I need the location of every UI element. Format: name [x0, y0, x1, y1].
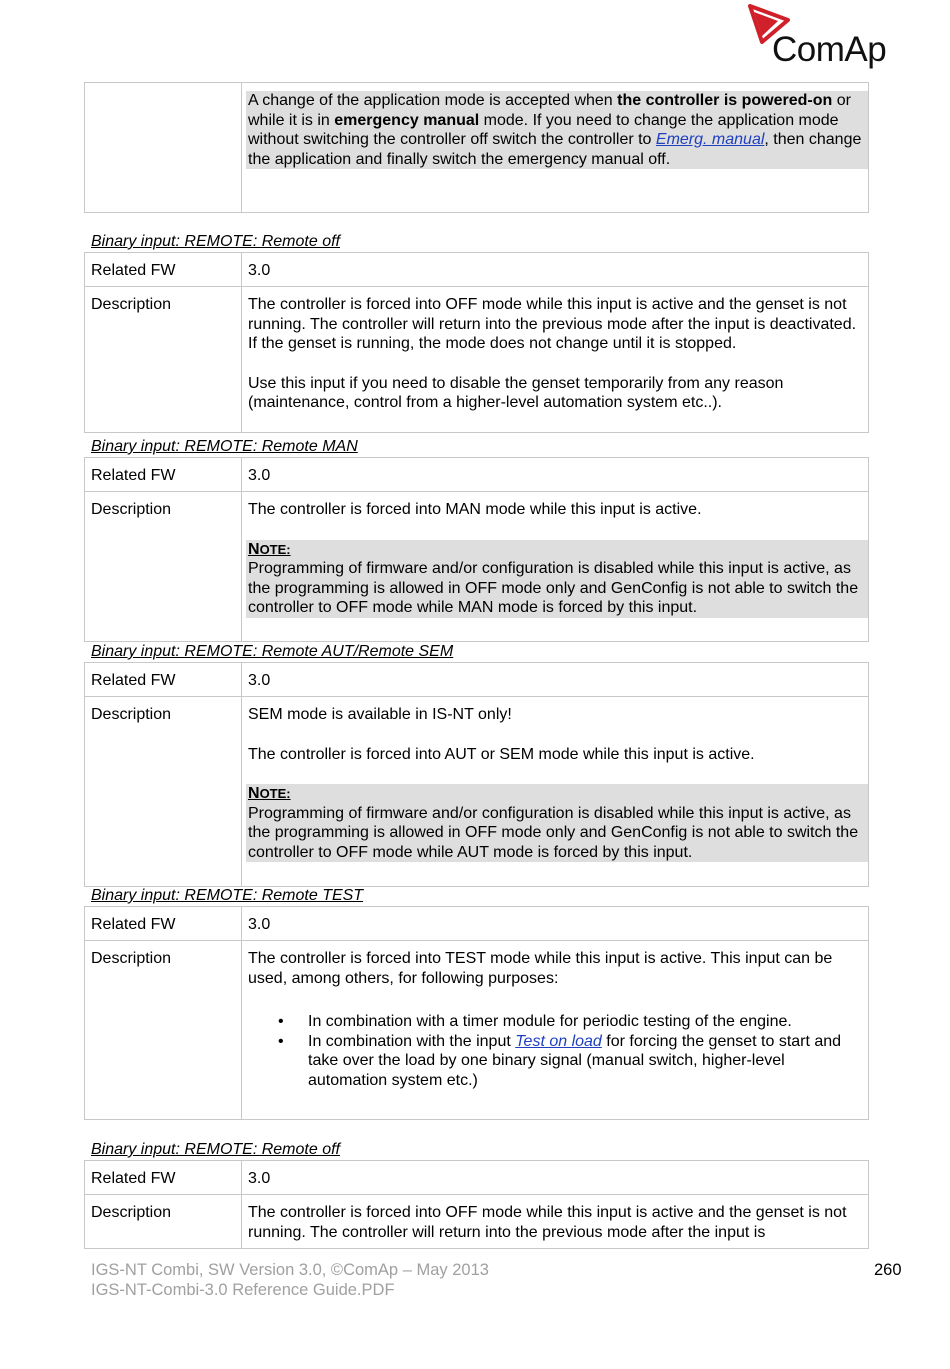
- description-cell: [242, 941, 869, 1120]
- related-fw-label: Related FW: [85, 253, 242, 287]
- description-cell: [242, 492, 869, 642]
- note-box: [246, 540, 868, 618]
- logo-wordmark: ComAp: [772, 30, 887, 69]
- param-table: [84, 906, 869, 1120]
- note-heading: NOTE:: [248, 785, 291, 802]
- description-cell: [242, 1195, 869, 1249]
- description-text: SEM mode is available in IS-NT only!: [248, 706, 512, 723]
- related-fw-value: 3.0: [242, 253, 869, 287]
- param-table: [84, 252, 869, 433]
- page-number: 260: [874, 1261, 902, 1279]
- related-fw-value: 3.0: [242, 663, 869, 697]
- list-item: • In combination with the input Test on load for forcing the genset to start and take over the load by one binary signal (manual switch, higher-level automation system etc.): [308, 1032, 864, 1091]
- list-item: • In combination with a timer module for periodic testing of the engine.: [308, 1012, 864, 1032]
- description-text: The controller is forced into TEST mode while this input is active. This input can be used, among others, for following purposes:: [248, 950, 833, 987]
- related-fw-label: Related FW: [85, 1161, 242, 1195]
- continuation-table: [84, 82, 869, 213]
- section-title[interactable]: Binary input: REMOTE: Remote TEST: [91, 887, 364, 904]
- purpose-list: [248, 1012, 864, 1090]
- section-title[interactable]: Binary input: REMOTE: Remote off: [91, 1141, 340, 1158]
- section-title[interactable]: Binary input: REMOTE: Remote MAN: [91, 438, 358, 455]
- description-label: Description: [85, 697, 242, 887]
- description-label: Description: [85, 492, 242, 642]
- section-title[interactable]: Binary input: REMOTE: Remote off: [91, 233, 340, 250]
- note-text: Programming of firmware and/or configuration is disabled while this input is active, as the programming is allowed in OFF mode only and GenConfig is not able to switch the controller to OFF mode while AUT mode is forced by this input.: [248, 804, 859, 861]
- description-cell: [242, 287, 869, 433]
- related-fw-value: 3.0: [242, 907, 869, 941]
- description-label: Description: [85, 287, 242, 433]
- related-fw-label: Related FW: [85, 907, 242, 941]
- emerg-manual-link[interactable]: Emerg. manual: [655, 131, 765, 148]
- note-text: Programming of firmware and/or configuration is disabled while this input is active, as the programming is allowed in OFF mode only and GenConfig is not able to switch the controller to OFF mode while MAN mode is forced by this input.: [248, 560, 859, 616]
- footer: [91, 1261, 489, 1300]
- description-text: The controller is forced into MAN mode while this input is active.: [248, 501, 702, 518]
- description-text: The controller is forced into AUT or SEM mode while this input is active.: [248, 745, 755, 763]
- related-fw-value: 3.0: [242, 458, 869, 492]
- description-label: Description: [85, 1195, 242, 1249]
- test-on-load-link[interactable]: Test on load: [515, 1032, 602, 1050]
- param-table: [84, 1160, 869, 1249]
- related-fw-value: 3.0: [242, 1161, 869, 1195]
- empty-label-cell: [85, 83, 242, 213]
- related-fw-label: Related FW: [85, 663, 242, 697]
- description-text: The controller is forced into OFF mode while this input is active and the genset is not running. The controller will return into the previous mode after the input is deactivated. If the genset is running, the mode does not change until it is stopped.: [248, 296, 857, 352]
- description-cell: [242, 83, 869, 213]
- related-fw-label: Related FW: [85, 458, 242, 492]
- param-table: [84, 457, 869, 642]
- note-box: [246, 784, 868, 862]
- section-title[interactable]: Binary input: REMOTE: Remote AUT/Remote SEM: [91, 643, 454, 660]
- description-cell: [242, 697, 869, 887]
- description-text: Use this input if you need to disable the genset temporarily from any reason (maintenance, control from a higher-level automation system etc..).: [248, 374, 784, 411]
- description-text: The controller is forced into OFF mode while this input is active and the genset is not running. The controller will return into the previous mode after the input is: [248, 1204, 847, 1241]
- param-table: [84, 662, 869, 887]
- footer-filename: IGS-NT-Combi-3.0 Reference Guide.PDF: [91, 1280, 395, 1299]
- description-label: Description: [85, 941, 242, 1120]
- highlighted-paragraph: A change of the application mode is accepted when the controller is powered-on or while it is in emergency manual mode. If you need to change the application mode without switching the controller off switch the controller to Emerg. manual, then change the application and finally switch the emergency manual off.: [246, 91, 868, 169]
- footer-version: IGS-NT Combi, SW Version 3.0, ©ComAp – May 2013: [91, 1261, 489, 1279]
- note-heading: NOTE:: [248, 540, 291, 558]
